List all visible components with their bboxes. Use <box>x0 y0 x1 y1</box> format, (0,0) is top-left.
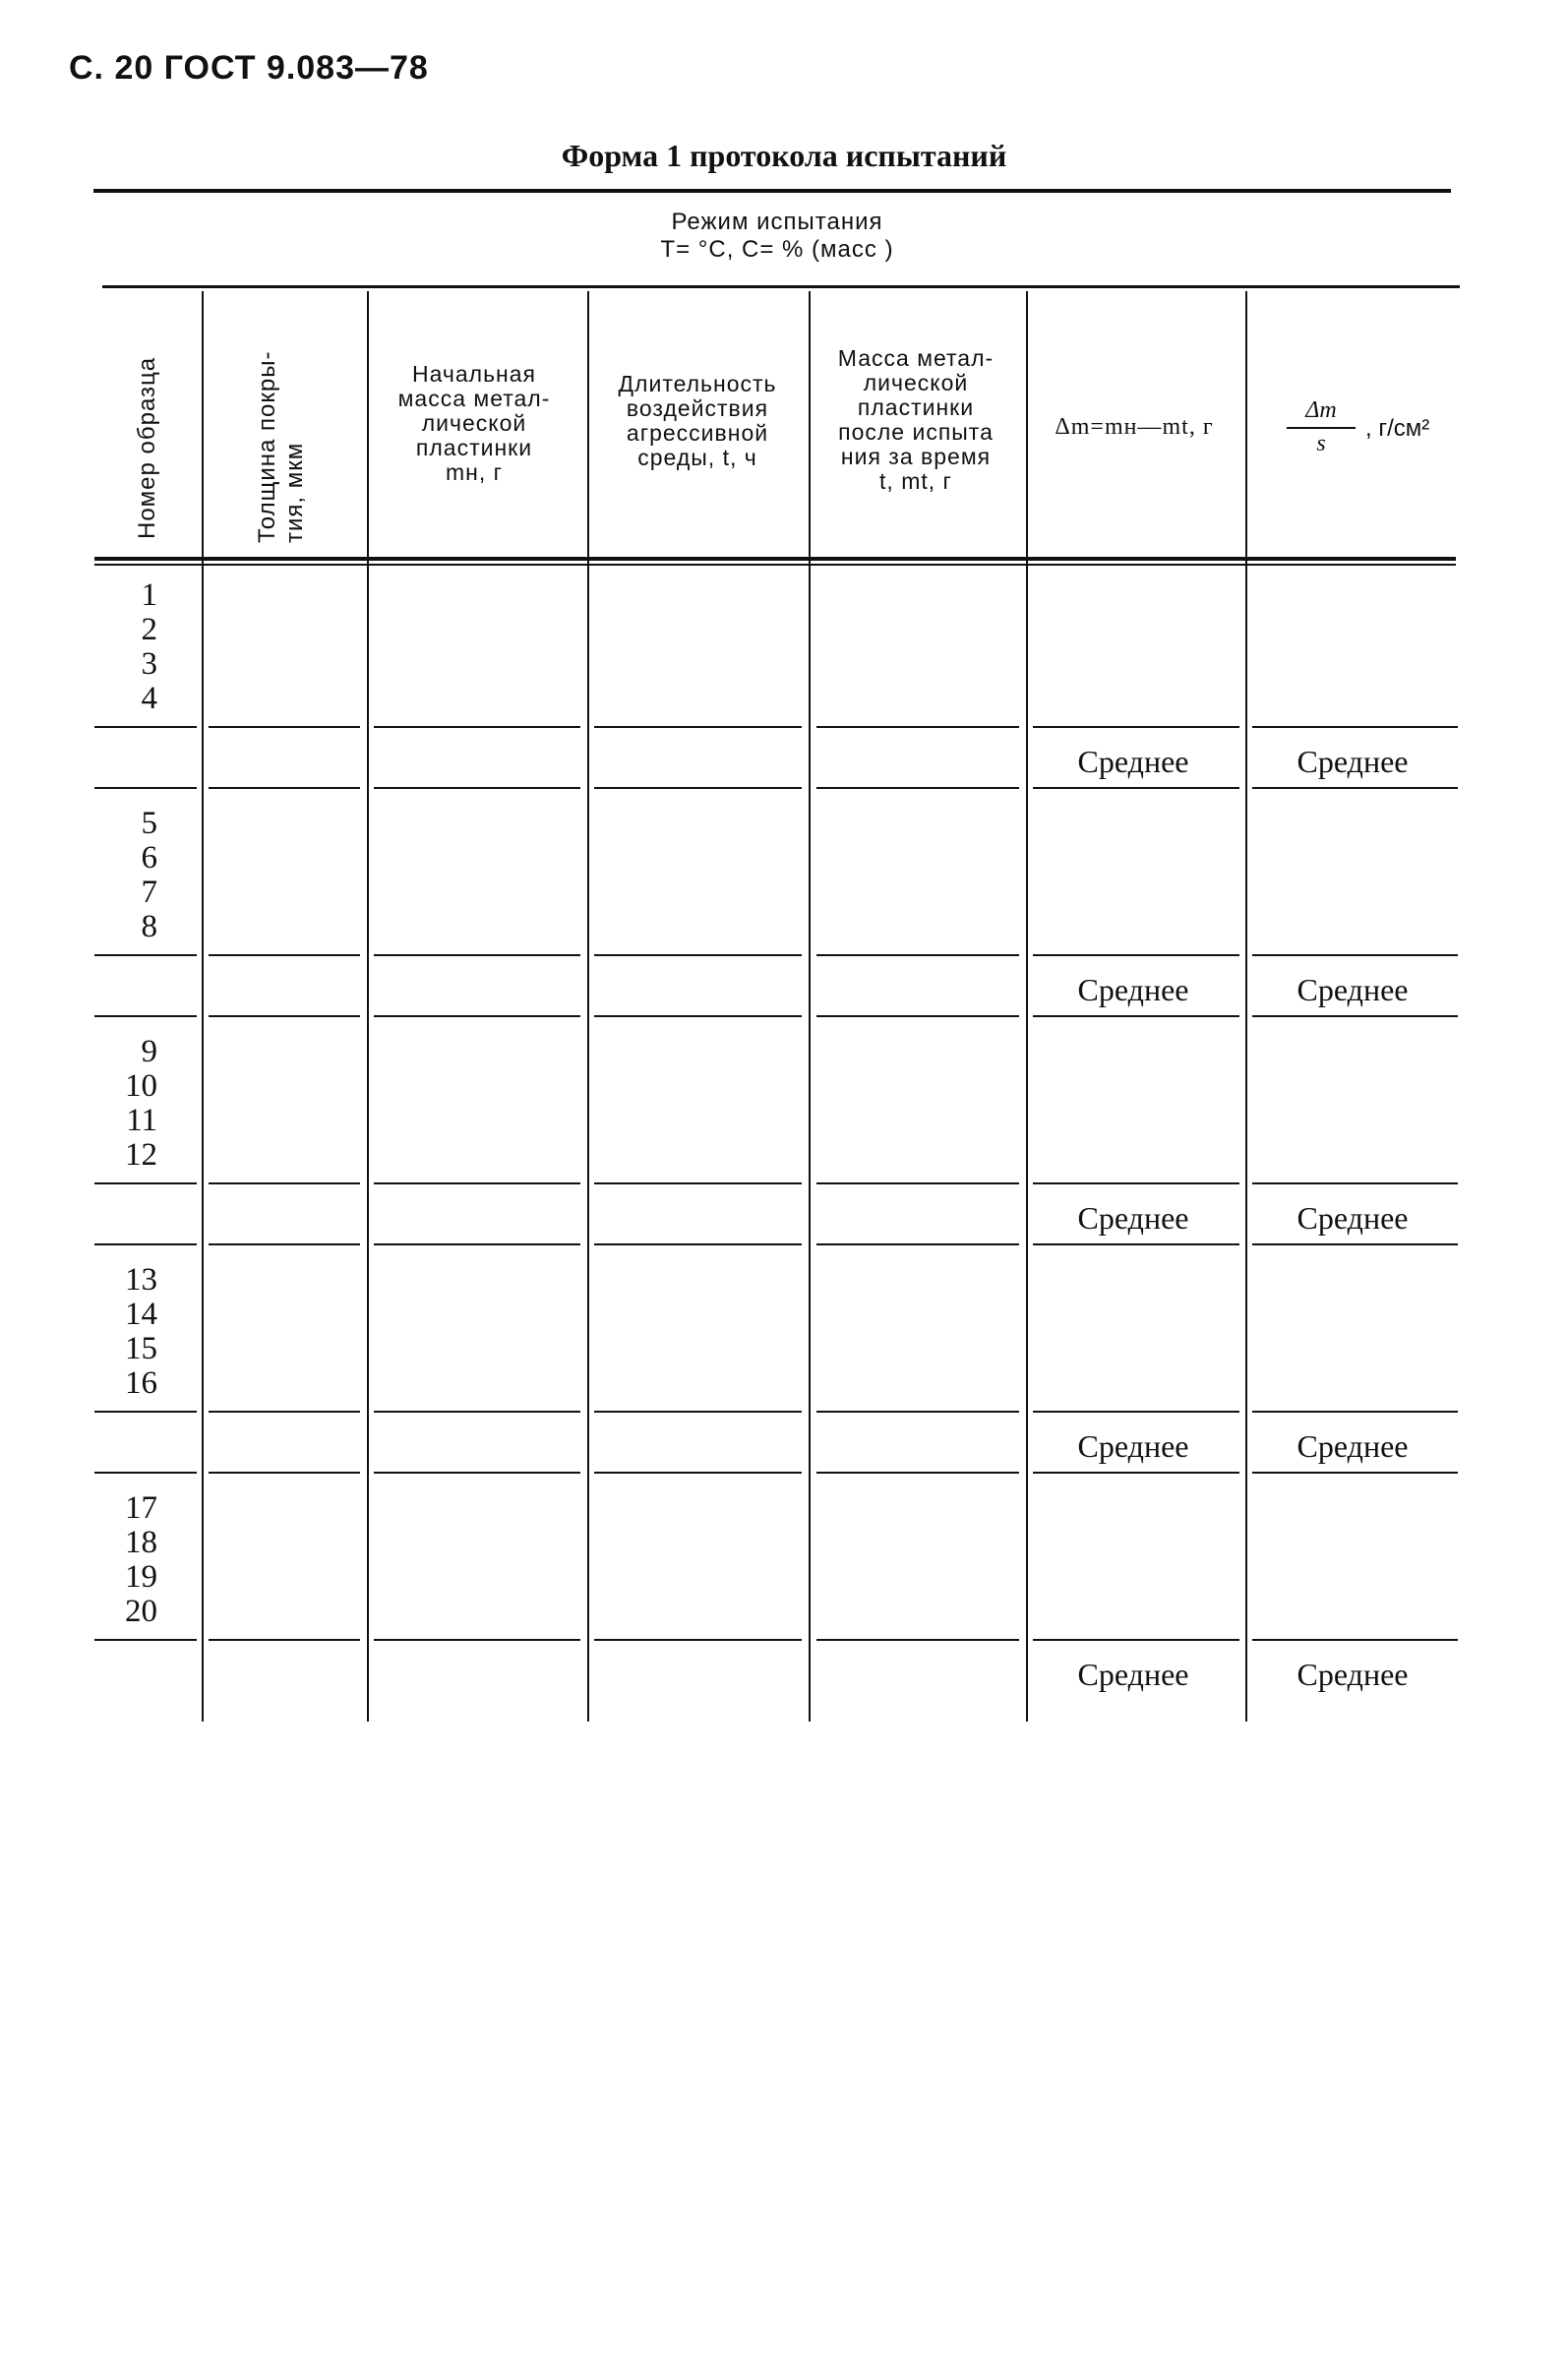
row-separator <box>1252 1182 1458 1184</box>
group-separator <box>594 1472 802 1474</box>
sample-number: 11 <box>126 1103 157 1138</box>
group-separator <box>374 787 580 789</box>
row-separator <box>1033 1639 1239 1641</box>
header-line: масса метал- <box>397 386 551 411</box>
row-separator <box>816 726 1019 728</box>
average-label: Среднее <box>1297 1428 1409 1464</box>
average-label: Среднее <box>1297 1657 1409 1692</box>
sample-number: 7 <box>141 875 157 910</box>
sample-number: 19 <box>125 1559 157 1595</box>
header-line: лической <box>863 370 969 395</box>
row-separator <box>816 1411 1019 1413</box>
col-duration-header <box>588 372 807 470</box>
group-separator <box>209 1243 360 1245</box>
row-separator <box>374 1639 580 1641</box>
sample-number: 5 <box>141 806 157 841</box>
sample-number: 3 <box>141 646 157 682</box>
row-separator <box>816 1182 1019 1184</box>
group-separator <box>816 1472 1019 1474</box>
row-separator <box>94 726 197 728</box>
c2-line1: Толщина покры- <box>254 350 280 543</box>
header-top-rule <box>102 285 1460 288</box>
sample-number: 14 <box>125 1297 157 1332</box>
header-line: t, mt, г <box>879 468 952 494</box>
c7-numerator: Δm <box>1305 397 1337 423</box>
group-separator <box>1252 1015 1458 1017</box>
column-divider <box>587 291 589 1722</box>
col-initial-mass-header <box>366 362 582 485</box>
sample-number: 17 <box>125 1490 157 1526</box>
group-separator <box>1033 1243 1239 1245</box>
sample-number-group <box>79 578 157 716</box>
column-divider <box>1026 291 1028 1722</box>
sample-number: 13 <box>125 1262 157 1298</box>
group-separator <box>1033 1015 1239 1017</box>
group-separator <box>594 1243 802 1245</box>
average-label: Среднее <box>1077 744 1189 779</box>
group-separator <box>1252 1243 1458 1245</box>
row-separator <box>594 1639 802 1641</box>
row-separator <box>1033 1182 1239 1184</box>
row-separator <box>209 1639 360 1641</box>
header-line: Начальная <box>411 361 537 387</box>
sample-number-group <box>79 1263 157 1401</box>
test-mode-line: T= °С, C= % (масс ) <box>660 236 894 263</box>
sample-number: 15 <box>125 1331 157 1366</box>
header-line: пластинки <box>857 394 975 420</box>
col-sample-number-header: Номер образца <box>134 356 160 539</box>
row-separator <box>1033 954 1239 956</box>
row-separator <box>1252 726 1458 728</box>
row-separator <box>374 954 580 956</box>
sample-number: 12 <box>125 1137 157 1173</box>
row-separator <box>1252 954 1458 956</box>
average-label: Среднее <box>1077 1200 1189 1236</box>
average-label: Среднее <box>1077 972 1189 1007</box>
average-label: Среднее <box>1297 972 1409 1007</box>
group-separator <box>94 1243 197 1245</box>
group-separator <box>1252 787 1458 789</box>
row-separator <box>594 1411 802 1413</box>
average-label: Среднее <box>1077 1657 1189 1692</box>
sample-number: 18 <box>125 1525 157 1560</box>
sample-number: 9 <box>141 1034 157 1069</box>
sample-number-group <box>79 1035 157 1173</box>
row-separator <box>94 1182 197 1184</box>
group-separator <box>374 1243 580 1245</box>
row-separator <box>594 1182 802 1184</box>
row-separator <box>94 1411 197 1413</box>
column-divider <box>809 291 811 1722</box>
group-separator <box>594 1015 802 1017</box>
column-divider <box>202 291 204 1722</box>
group-separator <box>1252 1472 1458 1474</box>
average-label: Среднее <box>1077 1428 1189 1464</box>
group-separator <box>816 787 1019 789</box>
group-separator <box>209 1472 360 1474</box>
row-separator <box>1033 1411 1239 1413</box>
sample-number: 8 <box>141 909 157 944</box>
row-separator <box>1252 1639 1458 1641</box>
c2-line2: тия, мкм <box>281 442 308 543</box>
header-line: Длительность <box>618 371 777 396</box>
sample-number: 2 <box>141 612 157 647</box>
sample-number: 16 <box>125 1365 157 1401</box>
group-separator <box>1033 787 1239 789</box>
header-line: среды, t, ч <box>637 445 757 470</box>
sample-number: 6 <box>141 840 157 876</box>
column-divider <box>367 291 369 1722</box>
row-separator <box>1252 1411 1458 1413</box>
c7-denominator: s <box>1316 431 1326 456</box>
sample-number: 1 <box>141 577 157 613</box>
sample-number: 10 <box>125 1068 157 1104</box>
header-line: лической <box>421 410 527 436</box>
average-label: Среднее <box>1297 1200 1409 1236</box>
page-header <box>69 49 429 88</box>
header-line: ния за время <box>840 444 992 469</box>
c7-fraction-bar <box>1287 427 1356 429</box>
c7-unit: , г/см² <box>1365 415 1430 442</box>
row-separator <box>94 1639 197 1641</box>
average-label: Среднее <box>1297 744 1409 779</box>
test-mode <box>98 209 1456 264</box>
row-separator <box>209 726 360 728</box>
row-separator <box>1033 726 1239 728</box>
header-line: mн, г <box>445 459 504 485</box>
group-separator <box>374 1472 580 1474</box>
group-separator <box>1033 1472 1239 1474</box>
test-mode-title: Режим испытания <box>671 209 883 235</box>
group-separator <box>209 1015 360 1017</box>
header-line: Масса метал- <box>837 345 995 371</box>
row-separator <box>594 954 802 956</box>
group-separator <box>374 1015 580 1017</box>
row-separator <box>374 1411 580 1413</box>
col-mass-after-header <box>809 346 1023 494</box>
row-separator <box>209 954 360 956</box>
group-separator <box>594 787 802 789</box>
sample-number: 4 <box>141 681 157 716</box>
sample-number: 20 <box>125 1594 157 1629</box>
top-rule <box>93 189 1451 193</box>
header-line: пластинки <box>415 435 533 460</box>
row-separator <box>209 1411 360 1413</box>
delta-m-formula: Δm=mн—mt, г <box>1055 414 1214 440</box>
col-coating-thickness-header <box>254 351 309 543</box>
row-separator <box>594 726 802 728</box>
row-separator <box>816 1639 1019 1641</box>
row-separator <box>816 954 1019 956</box>
form-title: Форма 1 протокола испытаний <box>561 138 1007 173</box>
group-separator <box>94 787 197 789</box>
row-separator <box>209 1182 360 1184</box>
group-separator <box>209 787 360 789</box>
sample-number-group <box>79 1491 157 1629</box>
header-line: воздействия <box>626 395 769 421</box>
standard-number: ГОСТ 9.083—78 <box>163 49 429 87</box>
group-separator <box>816 1015 1019 1017</box>
group-separator <box>94 1015 197 1017</box>
header-line: агрессивной <box>626 420 769 446</box>
page-number: С. 20 <box>69 49 154 87</box>
column-divider <box>1245 291 1247 1722</box>
sample-number-group <box>79 807 157 944</box>
header-line: после испыта <box>838 419 994 445</box>
group-separator <box>94 1472 197 1474</box>
row-separator <box>374 1182 580 1184</box>
group-separator <box>816 1243 1019 1245</box>
header-bottom-rule <box>94 557 1456 561</box>
row-separator <box>94 954 197 956</box>
header-bottom-rule-2 <box>94 564 1456 566</box>
col-delta-m-header <box>1026 415 1242 440</box>
row-separator <box>374 726 580 728</box>
